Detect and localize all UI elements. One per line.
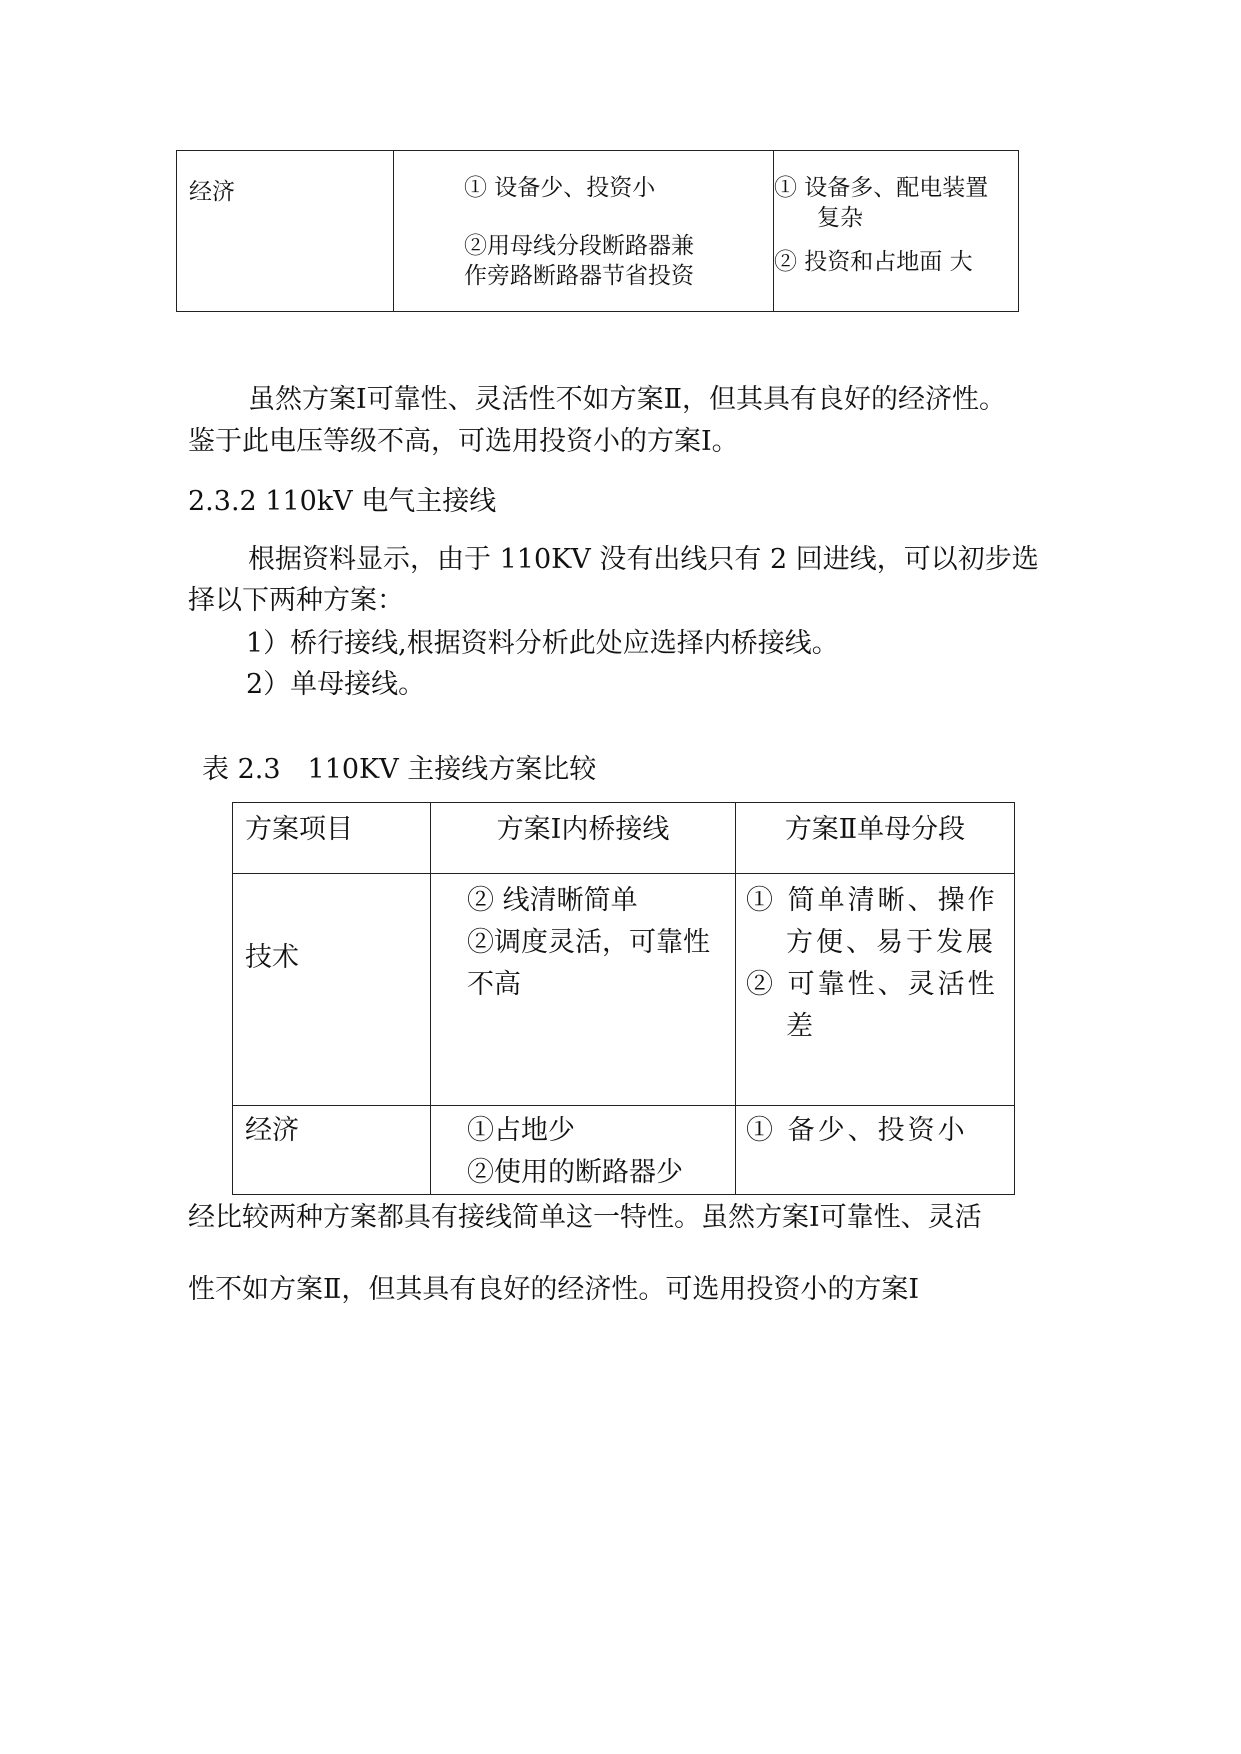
plan2-economy-item1-line2: 复杂 bbox=[817, 205, 863, 231]
plan1-tech-line1: ② 线清晰简单 bbox=[467, 885, 638, 916]
table-row bbox=[233, 1106, 1015, 1195]
main-wiring-comparison-table bbox=[232, 802, 1015, 1195]
plan2-economy-item2: ② 投资和占地面 大 bbox=[774, 249, 973, 275]
plan2-tech-line1: ① 简单清晰、操作 bbox=[746, 885, 998, 916]
paragraph1-line1: 虽然方案Ⅰ可靠性、灵活性不如方案Ⅱ，但其具有良好的经济性。 bbox=[248, 384, 1007, 415]
header-plan2: 方案Ⅱ单母分段 bbox=[736, 803, 1015, 874]
plan2-tech-line4: 差 bbox=[786, 1011, 816, 1042]
plan1-econ-line1: ①占地少 bbox=[467, 1115, 575, 1146]
section-heading: 2.3.2 110kV 电气主接线 bbox=[188, 486, 497, 517]
plan1-economy-item2-line1: ②用母线分段断路器兼 bbox=[464, 233, 694, 259]
row-label-economy: 经济 bbox=[177, 151, 394, 312]
conclusion-line2: 性不如方案Ⅱ，但其具有良好的经济性。可选用投资小的方案Ⅰ bbox=[188, 1274, 920, 1305]
row-label-tech: 技术 bbox=[233, 874, 431, 1106]
plan1-econ-cell bbox=[431, 1106, 736, 1195]
paragraph1-line2: 鉴于此电压等级不高，可选用投资小的方案Ⅰ。 bbox=[188, 426, 739, 457]
economy-comparison-table bbox=[176, 150, 1019, 312]
paragraph2-line2: 择以下两种方案： bbox=[188, 585, 404, 616]
plan1-economy-item2-line2: 作旁路断路器节省投资 bbox=[464, 263, 694, 289]
plan1-econ-line2: ②使用的断路器少 bbox=[467, 1157, 683, 1188]
paragraph2-line1: 根据资料显示，由于 110KV 没有出线只有 2 回进线，可以初步选 bbox=[248, 544, 1039, 575]
row-label-economy-2: 经济 bbox=[233, 1106, 431, 1195]
plan2-econ-line1: ① 备少、投资小 bbox=[746, 1115, 968, 1146]
plan2-economy-cell bbox=[774, 151, 1019, 312]
plan1-tech-line2: ②调度灵活，可靠性 bbox=[467, 927, 710, 958]
table-header-row bbox=[233, 803, 1015, 874]
plan2-tech-line2: 方便、易于发展 bbox=[786, 927, 996, 958]
plan1-tech-cell bbox=[431, 874, 736, 1106]
plan2-economy-item1-line1: ① 设备多、配电装置 bbox=[774, 175, 989, 201]
table-row bbox=[177, 151, 1019, 312]
option-2: 2）单母接线。 bbox=[246, 669, 426, 700]
option-1: 1）桥行接线,根据资料分析此处应选择内桥接线。 bbox=[246, 628, 839, 659]
conclusion-line1: 经比较两种方案都具有接线简单这一特性。虽然方案Ⅰ可靠性、灵活 bbox=[188, 1202, 982, 1233]
header-item: 方案项目 bbox=[233, 803, 431, 874]
plan2-econ-cell bbox=[736, 1106, 1015, 1195]
plan1-economy-cell bbox=[394, 151, 774, 312]
plan1-tech-line3: 不高 bbox=[467, 969, 521, 1000]
plan2-tech-cell bbox=[736, 874, 1015, 1106]
plan2-tech-line3: ② 可靠性、灵活性 bbox=[746, 969, 998, 1000]
table2-caption: 表 2.3 110KV 主接线方案比较 bbox=[202, 754, 597, 785]
header-plan1: 方案Ⅰ内桥接线 bbox=[431, 803, 736, 874]
table-row bbox=[233, 874, 1015, 1106]
plan1-economy-item1: ① 设备少、投资小 bbox=[464, 175, 656, 201]
